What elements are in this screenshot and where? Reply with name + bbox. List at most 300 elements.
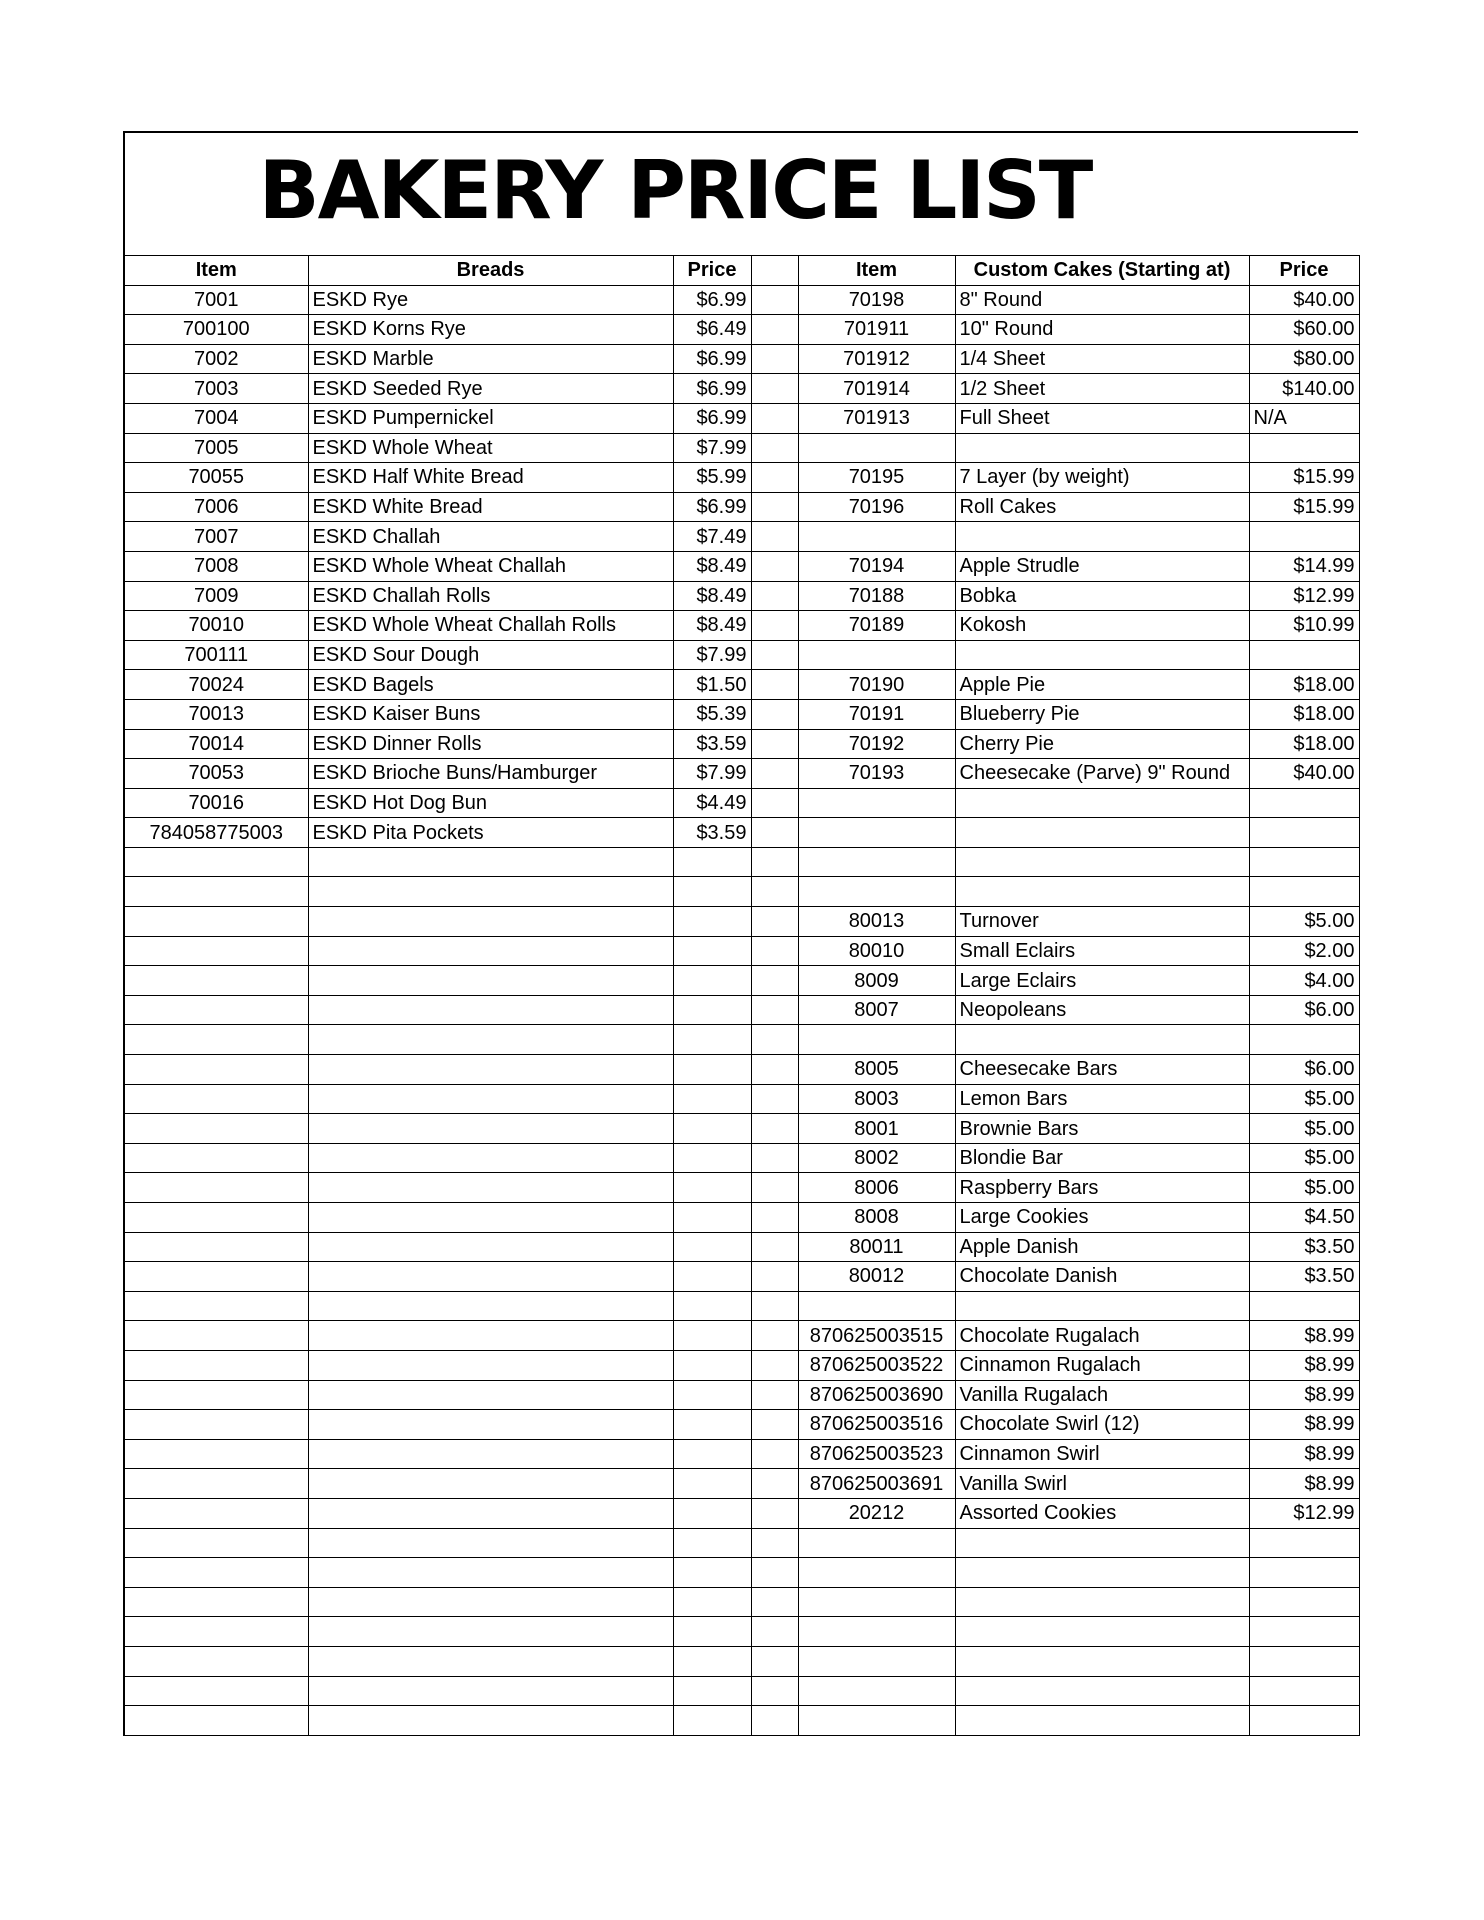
bread-name	[308, 1439, 673, 1469]
spacer-cell	[751, 1646, 798, 1676]
bread-item-number	[124, 1410, 308, 1440]
cake-item-number: 70196	[798, 492, 955, 522]
table-row	[124, 344, 1359, 374]
bread-name: ESKD Pita Pockets	[308, 818, 673, 848]
table-row	[124, 581, 1359, 611]
cake-item-number: 8001	[798, 1114, 955, 1144]
bread-price	[673, 907, 751, 937]
table-row	[124, 670, 1359, 700]
bread-price	[673, 1676, 751, 1706]
cake-item-number	[798, 1706, 955, 1736]
bread-price	[673, 1410, 751, 1440]
header-price-right: Price	[1249, 256, 1359, 286]
cake-item-number: 80012	[798, 1262, 955, 1292]
table-row	[124, 1173, 1359, 1203]
bread-price: $7.99	[673, 433, 751, 463]
spacer-cell	[751, 818, 798, 848]
cake-item-number	[798, 1646, 955, 1676]
cake-price: $5.00	[1249, 1143, 1359, 1173]
table-row	[124, 847, 1359, 877]
table-row	[124, 877, 1359, 907]
spacer-cell	[751, 1380, 798, 1410]
cake-item-number	[798, 1587, 955, 1617]
spacer-cell	[751, 1114, 798, 1144]
cake-price: $5.00	[1249, 1173, 1359, 1203]
spacer-cell	[751, 1262, 798, 1292]
bread-item-number	[124, 907, 308, 937]
bread-price	[673, 1114, 751, 1144]
table-row	[124, 1676, 1359, 1706]
spacer-cell	[751, 966, 798, 996]
bread-name	[308, 936, 673, 966]
bread-item-number	[124, 966, 308, 996]
cake-price: $18.00	[1249, 699, 1359, 729]
bread-name: ESKD Dinner Rolls	[308, 729, 673, 759]
bread-item-number	[124, 1203, 308, 1233]
cake-price: $18.00	[1249, 670, 1359, 700]
bread-price	[673, 1055, 751, 1085]
table-row	[124, 759, 1359, 789]
cake-name: Small Eclairs	[955, 936, 1249, 966]
spacer-cell	[751, 1084, 798, 1114]
cake-price	[1249, 522, 1359, 552]
cake-item-number	[798, 1291, 955, 1321]
cake-name: Blondie Bar	[955, 1143, 1249, 1173]
bread-price	[673, 1232, 751, 1262]
table-row	[124, 1380, 1359, 1410]
bread-name	[308, 1410, 673, 1440]
cake-name: 1/2 Sheet	[955, 374, 1249, 404]
bread-item-number: 70013	[124, 699, 308, 729]
cake-item-number: 70189	[798, 611, 955, 641]
cake-name: 7 Layer (by weight)	[955, 463, 1249, 493]
bread-item-number	[124, 1706, 308, 1736]
spacer-cell	[751, 374, 798, 404]
table-row	[124, 1055, 1359, 1085]
cake-item-number	[798, 522, 955, 552]
bread-name: ESKD Challah	[308, 522, 673, 552]
spacer-cell	[751, 1321, 798, 1351]
header-custom-cakes: Custom Cakes (Starting at)	[955, 256, 1249, 286]
cake-item-number: 80013	[798, 907, 955, 937]
table-row	[124, 1262, 1359, 1292]
cake-name: Cinnamon Swirl	[955, 1439, 1249, 1469]
bread-item-number: 784058775003	[124, 818, 308, 848]
cake-price: $40.00	[1249, 285, 1359, 315]
table-row	[124, 788, 1359, 818]
table-row	[124, 1203, 1359, 1233]
bread-item-number	[124, 995, 308, 1025]
bread-name	[308, 1587, 673, 1617]
cake-name	[955, 788, 1249, 818]
spacer-cell	[751, 581, 798, 611]
cake-price: $8.99	[1249, 1469, 1359, 1499]
bread-item-number	[124, 1055, 308, 1085]
table-row	[124, 1350, 1359, 1380]
cake-name: 8" Round	[955, 285, 1249, 315]
cake-price: $140.00	[1249, 374, 1359, 404]
bread-name	[308, 1262, 673, 1292]
cake-price	[1249, 1617, 1359, 1647]
bread-name	[308, 1025, 673, 1055]
bread-price: $7.99	[673, 640, 751, 670]
bread-item-number	[124, 877, 308, 907]
spacer-cell	[751, 344, 798, 374]
cake-name: Neopoleans	[955, 995, 1249, 1025]
table-row	[124, 1143, 1359, 1173]
cake-name	[955, 1676, 1249, 1706]
table-row	[124, 1232, 1359, 1262]
spacer-cell	[751, 315, 798, 345]
bread-item-number	[124, 1498, 308, 1528]
cake-name: Cheesecake (Parve) 9" Round	[955, 759, 1249, 789]
cake-price: $6.00	[1249, 995, 1359, 1025]
cake-item-number: 8009	[798, 966, 955, 996]
cake-price: $3.50	[1249, 1232, 1359, 1262]
table-row	[124, 551, 1359, 581]
bread-name	[308, 1646, 673, 1676]
cake-item-number: 8003	[798, 1084, 955, 1114]
bread-price: $7.99	[673, 759, 751, 789]
price-rows	[124, 285, 1359, 1735]
cake-price: $14.99	[1249, 551, 1359, 581]
bread-price	[673, 1587, 751, 1617]
cake-price	[1249, 1291, 1359, 1321]
cake-item-number: 70192	[798, 729, 955, 759]
bread-price	[673, 966, 751, 996]
bread-price	[673, 1262, 751, 1292]
cake-name	[955, 522, 1249, 552]
bread-price: $7.49	[673, 522, 751, 552]
bread-item-number	[124, 1025, 308, 1055]
spacer-cell	[751, 1469, 798, 1499]
cake-name: Chocolate Swirl (12)	[955, 1410, 1249, 1440]
table-row	[124, 1321, 1359, 1351]
cake-price	[1249, 1676, 1359, 1706]
bread-price	[673, 1291, 751, 1321]
cake-name	[955, 1291, 1249, 1321]
bread-name	[308, 1232, 673, 1262]
bread-name	[308, 1143, 673, 1173]
bread-item-number	[124, 847, 308, 877]
cake-item-number	[798, 818, 955, 848]
spacer-cell	[751, 1558, 798, 1588]
bread-name	[308, 995, 673, 1025]
cake-name: Roll Cakes	[955, 492, 1249, 522]
table-row	[124, 1084, 1359, 1114]
bread-item-number: 70014	[124, 729, 308, 759]
bread-item-number	[124, 1350, 308, 1380]
cake-price	[1249, 877, 1359, 907]
cake-name: Vanilla Swirl	[955, 1469, 1249, 1499]
table-row	[124, 463, 1359, 493]
cake-item-number: 70191	[798, 699, 955, 729]
cake-item-number	[798, 1558, 955, 1588]
table-row	[124, 433, 1359, 463]
cake-price	[1249, 818, 1359, 848]
bread-name: ESKD Seeded Rye	[308, 374, 673, 404]
cake-name: Raspberry Bars	[955, 1173, 1249, 1203]
bread-item-number	[124, 1232, 308, 1262]
cake-name: Lemon Bars	[955, 1084, 1249, 1114]
spacer-cell	[751, 1410, 798, 1440]
spacer-cell	[751, 433, 798, 463]
bread-item-number: 7008	[124, 551, 308, 581]
spacer-cell	[751, 1232, 798, 1262]
cake-name: Apple Pie	[955, 670, 1249, 700]
bread-item-number: 7001	[124, 285, 308, 315]
table-row	[124, 1114, 1359, 1144]
bread-item-number: 7003	[124, 374, 308, 404]
bread-name	[308, 1469, 673, 1499]
cake-price	[1249, 788, 1359, 818]
bread-price: $5.99	[673, 463, 751, 493]
cake-item-number	[798, 877, 955, 907]
cake-price: $40.00	[1249, 759, 1359, 789]
bread-name	[308, 1558, 673, 1588]
table-row	[124, 285, 1359, 315]
spacer-cell	[751, 1350, 798, 1380]
bread-name: ESKD Whole Wheat Challah	[308, 551, 673, 581]
bread-item-number	[124, 1528, 308, 1558]
cake-item-number: 701911	[798, 315, 955, 345]
spacer-cell	[751, 1706, 798, 1736]
bread-price: $3.59	[673, 729, 751, 759]
cake-name: Chocolate Danish	[955, 1262, 1249, 1292]
bread-price	[673, 1173, 751, 1203]
table-row	[124, 1291, 1359, 1321]
bread-item-number	[124, 1676, 308, 1706]
bread-item-number: 700100	[124, 315, 308, 345]
cake-price: $12.99	[1249, 581, 1359, 611]
bread-item-number	[124, 1380, 308, 1410]
bread-item-number	[124, 1646, 308, 1676]
table-row	[124, 1617, 1359, 1647]
cake-price: $8.99	[1249, 1380, 1359, 1410]
bread-name: ESKD Kaiser Buns	[308, 699, 673, 729]
bread-price	[673, 1706, 751, 1736]
bread-price	[673, 1203, 751, 1233]
bread-name	[308, 1350, 673, 1380]
bread-item-number: 7002	[124, 344, 308, 374]
bread-item-number	[124, 1617, 308, 1647]
bread-name: ESKD Hot Dog Bun	[308, 788, 673, 818]
spacer-cell	[751, 788, 798, 818]
bread-name	[308, 1114, 673, 1144]
cake-item-number	[798, 788, 955, 818]
bread-price	[673, 995, 751, 1025]
bread-price	[673, 1439, 751, 1469]
bread-name	[308, 1706, 673, 1736]
cake-name: Full Sheet	[955, 403, 1249, 433]
bread-price: $8.49	[673, 551, 751, 581]
bread-item-number	[124, 1262, 308, 1292]
bread-price	[673, 1380, 751, 1410]
cake-price: $3.50	[1249, 1262, 1359, 1292]
bread-item-number	[124, 1439, 308, 1469]
table-row	[124, 1410, 1359, 1440]
bread-name	[308, 1528, 673, 1558]
bread-item-number	[124, 1558, 308, 1588]
cake-name	[955, 847, 1249, 877]
spacer-cell	[751, 1498, 798, 1528]
bread-price	[673, 1469, 751, 1499]
bread-item-number	[124, 1587, 308, 1617]
cake-item-number: 80010	[798, 936, 955, 966]
title-box	[123, 131, 1358, 255]
cake-item-number: 870625003516	[798, 1410, 955, 1440]
bread-price: $6.99	[673, 344, 751, 374]
cake-item-number: 20212	[798, 1498, 955, 1528]
cake-name: Large Eclairs	[955, 966, 1249, 996]
bread-item-number: 7006	[124, 492, 308, 522]
cake-price: $4.50	[1249, 1203, 1359, 1233]
spacer-cell	[751, 1173, 798, 1203]
cake-price	[1249, 1646, 1359, 1676]
table-row	[124, 995, 1359, 1025]
cake-item-number	[798, 1676, 955, 1706]
cake-price: $8.99	[1249, 1321, 1359, 1351]
spacer-cell	[751, 847, 798, 877]
cake-item-number	[798, 433, 955, 463]
bread-name	[308, 1676, 673, 1706]
cake-item-number: 870625003691	[798, 1469, 955, 1499]
spacer-cell	[751, 463, 798, 493]
spacer-cell	[751, 1528, 798, 1558]
cake-price	[1249, 1025, 1359, 1055]
cake-name: Cherry Pie	[955, 729, 1249, 759]
table-row	[124, 1025, 1359, 1055]
bread-item-number	[124, 936, 308, 966]
cake-name: Apple Strudle	[955, 551, 1249, 581]
bread-name	[308, 1321, 673, 1351]
spacer-cell	[751, 1676, 798, 1706]
cake-name: Brownie Bars	[955, 1114, 1249, 1144]
cake-item-number: 701912	[798, 344, 955, 374]
cake-name: Assorted Cookies	[955, 1498, 1249, 1528]
spacer-cell	[751, 995, 798, 1025]
bread-price	[673, 1321, 751, 1351]
spacer-cell	[751, 611, 798, 641]
header-breads: Breads	[308, 256, 673, 286]
cake-item-number: 70195	[798, 463, 955, 493]
bread-item-number	[124, 1321, 308, 1351]
cake-name: Apple Danish	[955, 1232, 1249, 1262]
cake-name: Turnover	[955, 907, 1249, 937]
bread-item-number	[124, 1114, 308, 1144]
cake-name: Large Cookies	[955, 1203, 1249, 1233]
cake-name: Cheesecake Bars	[955, 1055, 1249, 1085]
table-row	[124, 699, 1359, 729]
spacer-cell	[751, 907, 798, 937]
cake-item-number: 70193	[798, 759, 955, 789]
spacer-cell	[751, 492, 798, 522]
bread-item-number: 70016	[124, 788, 308, 818]
header-item-left: Item	[124, 256, 308, 286]
cake-name: 1/4 Sheet	[955, 344, 1249, 374]
bread-name	[308, 1203, 673, 1233]
table-row	[124, 1498, 1359, 1528]
table-row	[124, 1439, 1359, 1469]
header-row	[124, 256, 1359, 286]
bread-item-number: 7009	[124, 581, 308, 611]
cake-item-number: 8008	[798, 1203, 955, 1233]
spacer-cell	[751, 640, 798, 670]
cake-item-number: 80011	[798, 1232, 955, 1262]
cake-name	[955, 1528, 1249, 1558]
bread-item-number: 7004	[124, 403, 308, 433]
bread-price: $3.59	[673, 818, 751, 848]
cake-name: Vanilla Rugalach	[955, 1380, 1249, 1410]
cake-name	[955, 877, 1249, 907]
table-row	[124, 907, 1359, 937]
table-row	[124, 818, 1359, 848]
bread-name	[308, 1055, 673, 1085]
spacer-cell	[751, 1143, 798, 1173]
table-row	[124, 1706, 1359, 1736]
bread-price: $6.99	[673, 492, 751, 522]
bread-name	[308, 966, 673, 996]
cake-name	[955, 1646, 1249, 1676]
bread-name	[308, 1498, 673, 1528]
cake-name	[955, 1706, 1249, 1736]
cake-name: Bobka	[955, 581, 1249, 611]
cake-price: $10.99	[1249, 611, 1359, 641]
bread-price	[673, 877, 751, 907]
bread-name: ESKD White Bread	[308, 492, 673, 522]
cake-price: $8.99	[1249, 1350, 1359, 1380]
spacer-cell	[751, 1055, 798, 1085]
table-row	[124, 729, 1359, 759]
bread-item-number: 700111	[124, 640, 308, 670]
table-row	[124, 315, 1359, 345]
cake-item-number	[798, 847, 955, 877]
bread-price: $8.49	[673, 611, 751, 641]
bread-price	[673, 936, 751, 966]
header-price-left: Price	[673, 256, 751, 286]
spacer-cell	[751, 936, 798, 966]
cake-item-number: 70188	[798, 581, 955, 611]
table-row	[124, 640, 1359, 670]
bread-price: $5.39	[673, 699, 751, 729]
cake-item-number: 8007	[798, 995, 955, 1025]
bread-price: $6.99	[673, 403, 751, 433]
cake-price: $80.00	[1249, 344, 1359, 374]
bread-name: ESKD Whole Wheat	[308, 433, 673, 463]
price-table	[123, 255, 1360, 1736]
spacer-cell	[751, 729, 798, 759]
cake-item-number: 870625003523	[798, 1439, 955, 1469]
table-row	[124, 611, 1359, 641]
cake-price: $4.00	[1249, 966, 1359, 996]
bread-price	[673, 1350, 751, 1380]
cake-price: $2.00	[1249, 936, 1359, 966]
bread-name: ESKD Challah Rolls	[308, 581, 673, 611]
cake-name	[955, 1587, 1249, 1617]
cake-item-number: 701914	[798, 374, 955, 404]
spacer-cell	[751, 1203, 798, 1233]
bread-name: ESKD Rye	[308, 285, 673, 315]
bread-price: $8.49	[673, 581, 751, 611]
cake-name: Chocolate Rugalach	[955, 1321, 1249, 1351]
table-row	[124, 1558, 1359, 1588]
cake-price: $5.00	[1249, 1084, 1359, 1114]
bread-name	[308, 1291, 673, 1321]
cake-item-number: 701913	[798, 403, 955, 433]
price-list-sheet	[123, 131, 1358, 1736]
bread-price	[673, 1143, 751, 1173]
table-row	[124, 1587, 1359, 1617]
